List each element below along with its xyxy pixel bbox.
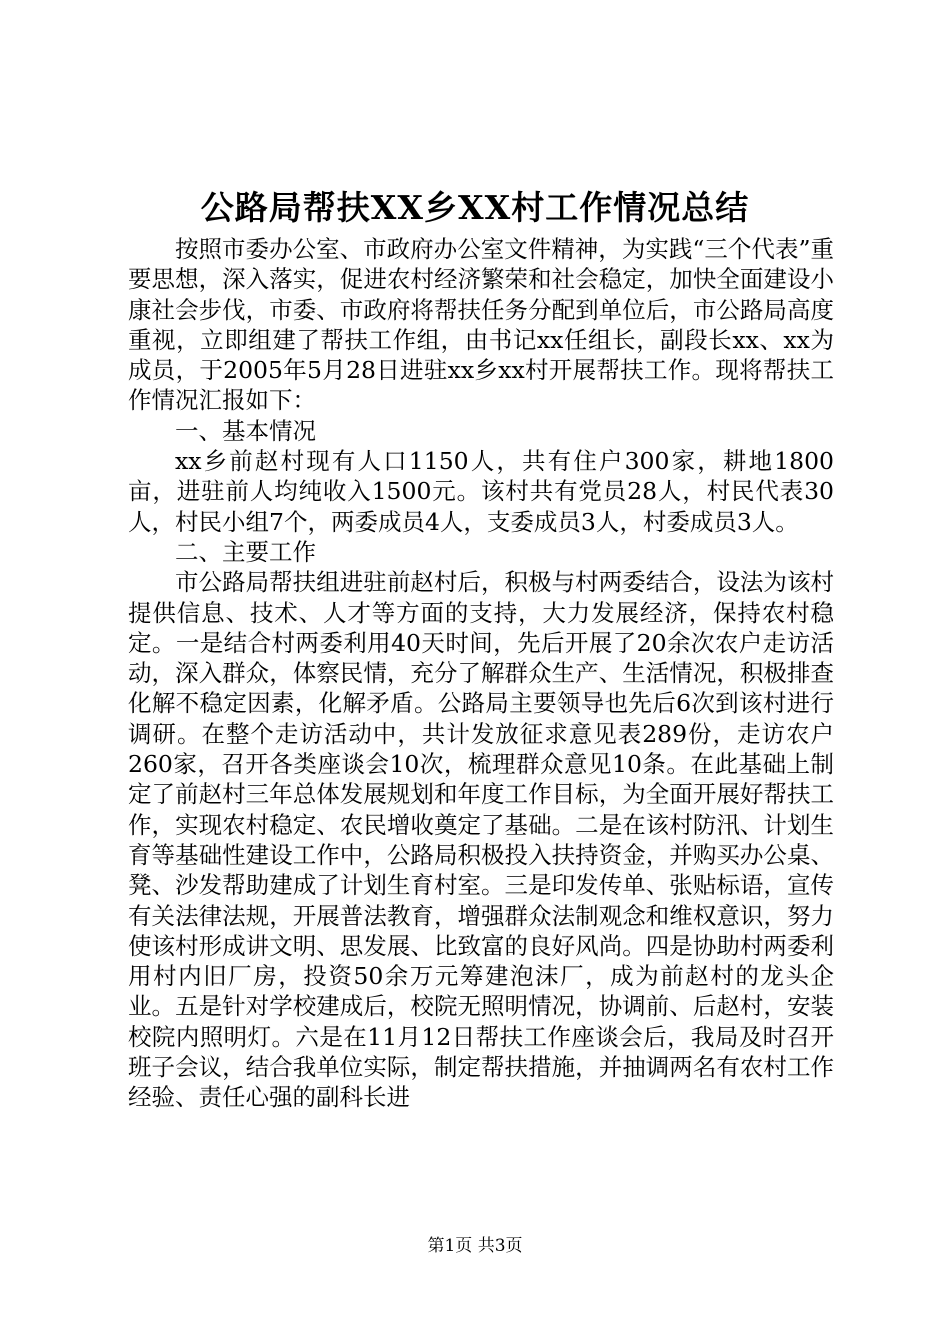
document-body bbox=[128, 234, 834, 1113]
main-work-paragraph: 市公路局帮扶组进驻前赵村后，积极与村两委结合，设法为该村提供信息、技术、人才等方面的支持，大力发展经济，保持农村稳定。一是结合村两委利用40天时间，先后开展了20余次农户走访活动，深入群众，体察民情，充分了解群众生产、生活情况，积极排查化解不稳定因素，化解矛盾。公路局主要领导也先后6次到该村进行调研。在整个走访活动中，共计发放征求意见表289份，走访农户260家，召开各类座谈会10次，梳理群众意见10条。在此基础上制定了前赵村三年总体发展规划和年度工作目标，为全面开展好帮扶工作，实现农村稳定、农民增收奠定了基础。二是在该村防汛、计划生育等基础性建设工作中，公路局积极投入扶持资金，并购买办公桌、凳、沙发帮助建成了计划生育村室。三是印发传单、张贴标语，宣传有关法律法规，开展普法教育，增强群众法制观念和维权意识，努力使该村形成讲文明、思发展、比致富的良好风尚。四是协助村两委利用村内旧厂房，投资50余万元筹建泡沫厂，成为前赵村的龙头企业。五是针对学校建成后，校院无照明情况，协调前、后赵村，安装校院内照明灯。六是在11月12日帮扶工作座谈会后，我局及时召开班子会议，结合我单位实际，制定帮扶措施，并抽调两名有农村工作经验、责任心强的副科长进 bbox=[128, 568, 834, 1112]
basic-info-paragraph: xx乡前赵村现有人口1150人，共有住户300家，耕地1800亩，进驻前人均纯收入1500元。该村共有党员28人，村民代表30人，村民小组7个，两委成员4人，支委成员3人，村委成员3人。 bbox=[128, 447, 834, 536]
section-heading-basic-info: 一、基本情况 bbox=[175, 416, 316, 445]
intro-paragraph: 按照市委办公室、市政府办公室文件精神，为实践“三个代表”重要思想，深入落实，促进农村经济繁荣和社会稳定，加快全面建设小康社会步伐，市委、市政府将帮扶任务分配到单位后，市公路局高度重视，立即组建了帮扶工作组，由书记xx任组长，副段长xx、xx为成员，于2005年5月28日进驻xx乡xx村开展帮扶工作。现将帮扶工作情况汇报如下： bbox=[128, 235, 834, 415]
section-heading-main-work: 二、主要工作 bbox=[175, 537, 316, 566]
document-title: 公路局帮扶XX乡XX村工作情况总结 bbox=[200, 188, 750, 227]
page-footer: 第1页 共3页 bbox=[427, 1236, 523, 1256]
